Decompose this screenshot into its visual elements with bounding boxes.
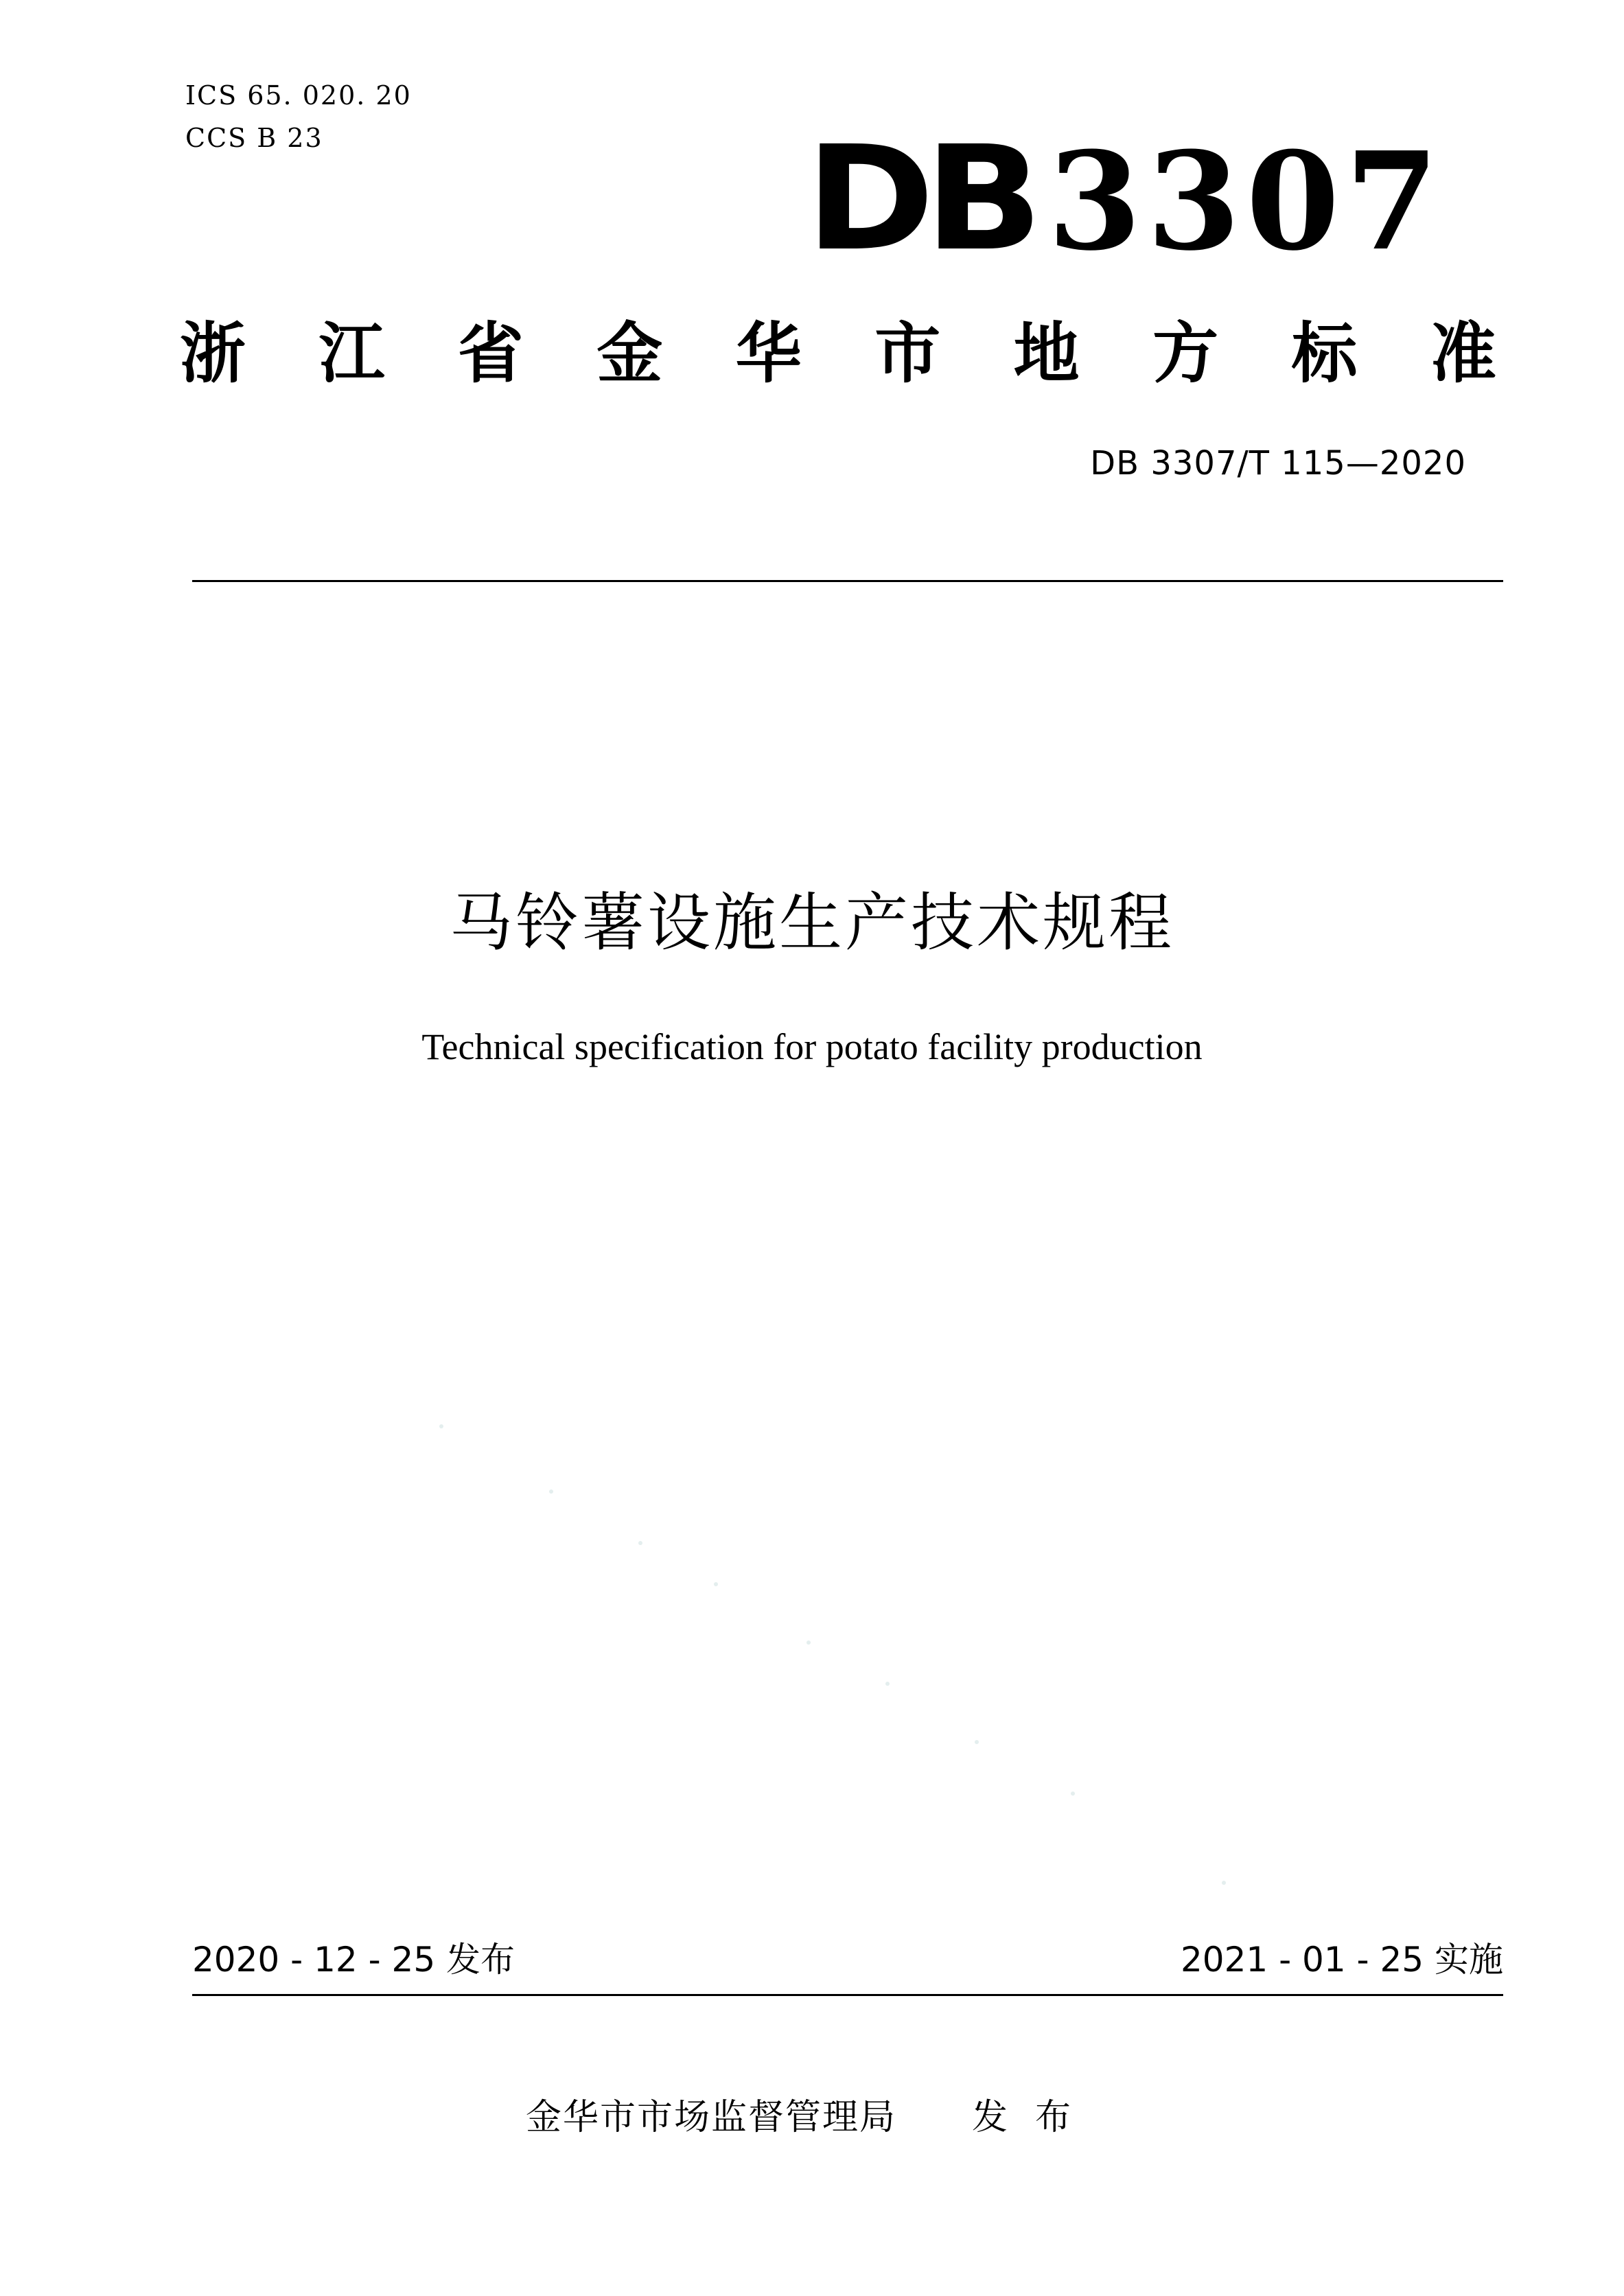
standard-code-prefix: DB bbox=[805, 115, 1033, 283]
ics-code: ICS 65. 020. 20 bbox=[185, 80, 412, 111]
classification-codes bbox=[185, 74, 412, 159]
document-title-cn: 马铃薯设施生产技术规程 bbox=[449, 886, 1174, 960]
standard-type-heading bbox=[180, 312, 1496, 395]
standard-code-number: 3307 bbox=[1047, 123, 1444, 281]
implementation-date: 2021 - 01 - 25 实施 bbox=[1180, 1940, 1503, 1980]
scan-speck bbox=[549, 1489, 553, 1494]
publisher-action: 发布 bbox=[972, 2097, 1099, 2138]
scan-speck bbox=[1222, 1881, 1226, 1885]
standard-type-char: 省 bbox=[457, 315, 524, 392]
standard-type-char: 浙 bbox=[180, 315, 246, 392]
standard-type-char: 方 bbox=[1152, 315, 1219, 392]
standard-type-char: 标 bbox=[1291, 315, 1358, 392]
issue-date: 2020 - 12 - 25 发布 bbox=[192, 1940, 515, 1980]
standard-type-char: 江 bbox=[318, 315, 385, 392]
standard-number: DB 3307/T 115—2020 bbox=[1090, 444, 1466, 483]
scan-speck bbox=[439, 1424, 443, 1428]
standard-type-char: 准 bbox=[1430, 315, 1496, 392]
standard-type-char: 金 bbox=[596, 315, 663, 392]
footer-divider bbox=[192, 1994, 1503, 1996]
standard-code-logo bbox=[805, 115, 1444, 283]
scan-speck bbox=[714, 1582, 718, 1586]
standard-type-char: 华 bbox=[735, 315, 802, 392]
publisher-line bbox=[0, 2090, 1624, 2145]
scan-speck bbox=[1071, 1791, 1075, 1796]
header-divider bbox=[192, 580, 1503, 582]
standard-type-char: 地 bbox=[1013, 315, 1080, 392]
publisher-organization: 金华市市场监督管理局 bbox=[525, 2097, 896, 2138]
ccs-code: CCS B 23 bbox=[185, 123, 323, 153]
document-title-en: Technical specification for potato facility production bbox=[421, 1026, 1203, 1067]
scan-speck bbox=[807, 1640, 811, 1645]
standard-type-char: 市 bbox=[874, 315, 941, 392]
scan-speck bbox=[885, 1682, 890, 1686]
scan-speck bbox=[975, 1740, 979, 1744]
scan-speck bbox=[638, 1541, 642, 1545]
